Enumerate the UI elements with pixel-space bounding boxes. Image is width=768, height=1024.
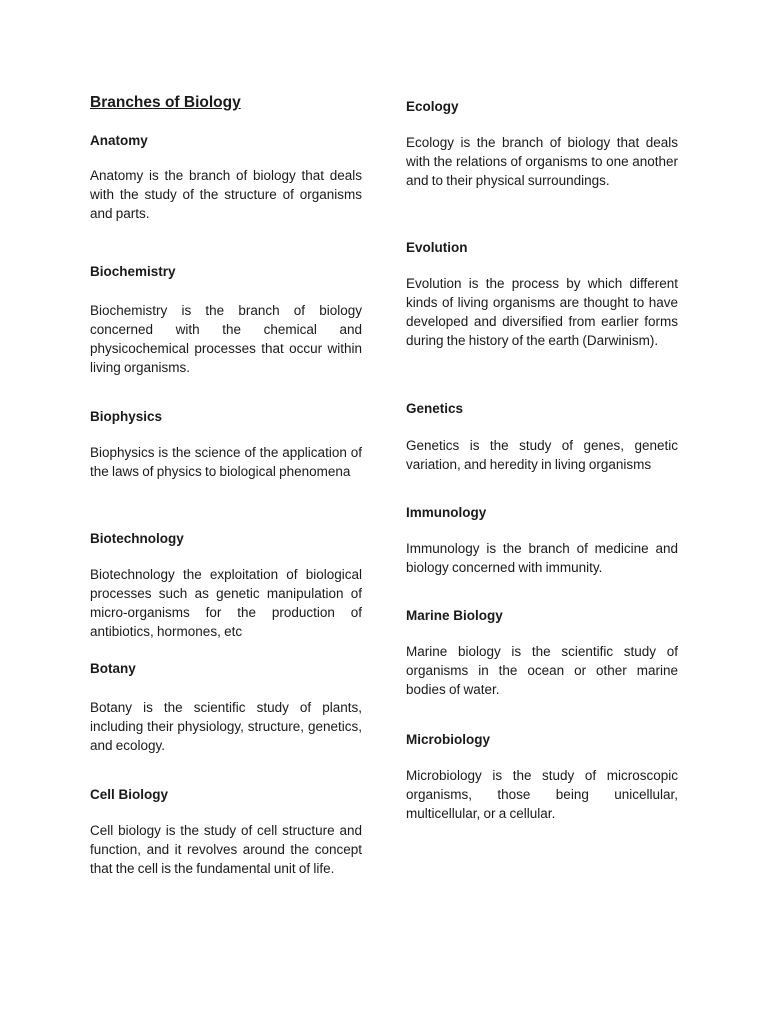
section-text-immunology: Immunology is the branch of medicine and biology concerned with immunity. [406,541,678,575]
section-text-evolution: Evolution is the process by which different kinds of living organisms are thought to have developed and diversified from earlier forms during the history of the earth (Darwinism). [406,276,678,348]
section-text-genetics: Genetics is the study of genes, genetic variation, and heredity in living organisms [406,438,678,472]
section-heading-immunology: Immunology [406,505,487,520]
section-heading-biophysics: Biophysics [90,409,163,424]
section-heading-biochemistry: Biochemistry [90,264,176,279]
section-text-biochemistry: Biochemistry is the branch of biology concerned with the chemical and physicochemical processes that occur within living organisms. [90,303,362,375]
section-text-cell-biology: Cell biology is the study of cell structure and function, and it revolves around the concept that the cell is the fundamental unit of life. [90,823,362,876]
document-title: Branches of Biology [90,94,241,111]
section-text-ecology: Ecology is the branch of biology that deals with the relations of organisms to one another and to their physical surroundings. [406,135,678,188]
section-heading-ecology: Ecology [406,99,459,114]
section-heading-cell-biology: Cell Biology [90,787,169,802]
section-text-biophysics: Biophysics is the science of the application of the laws of physics to biological phenomena [90,445,362,479]
section-text-botany: Botany is the scientific study of plants, including their physiology, structure, genetics, and ecology. [90,700,362,753]
section-heading-evolution: Evolution [406,240,468,255]
section-heading-botany: Botany [90,661,136,676]
section-text-marine-biology: Marine biology is the scientific study of organisms in the ocean or other marine bodies of water. [406,644,678,697]
section-text-biotechnology: Biotechnology the exploitation of biological processes such as genetic manipulation of micro-organisms for the production of antibiotics, hormones, etc [90,567,362,639]
section-heading-microbiology: Microbiology [406,732,490,747]
section-text-anatomy: Anatomy is the branch of biology that deals with the study of the structure of organisms and parts. [90,168,362,221]
section-heading-biotechnology: Biotechnology [90,531,184,546]
section-heading-marine-biology: Marine Biology [406,608,503,623]
section-heading-genetics: Genetics [406,401,464,416]
section-heading-anatomy: Anatomy [90,133,148,148]
section-text-microbiology: Microbiology is the study of microscopic organisms, those being unicellular, multicellular, or a cellular. [406,768,678,821]
